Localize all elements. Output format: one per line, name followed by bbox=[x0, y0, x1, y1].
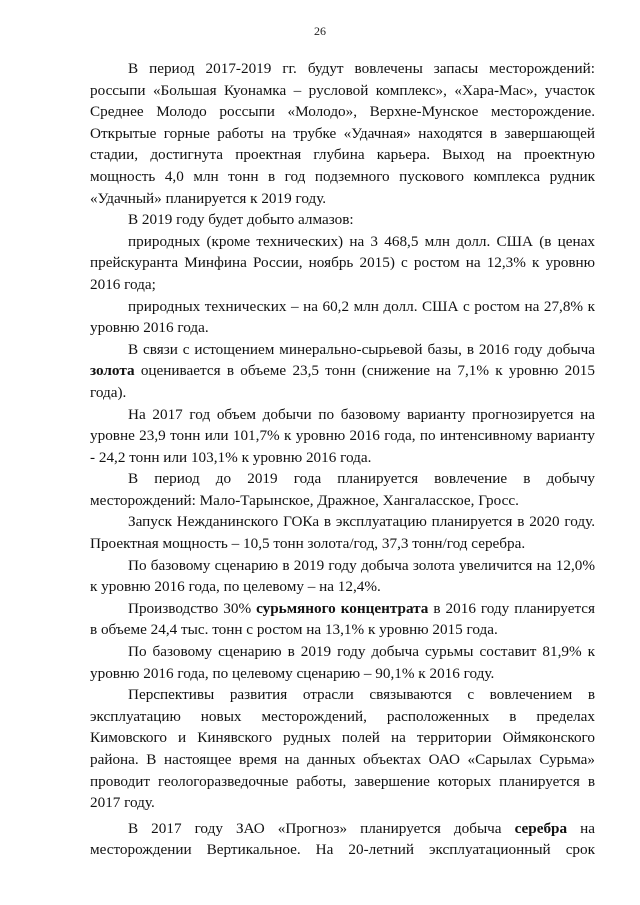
paragraph-1: В период 2017-2019 гг. будут вовлечены запасы месторождений: россыпи «Большая Куонамка – русловой комплекс», «Хара-Мас», участок Среднее Молодо россыпи «Молодо», Верхне-Мунское месторождение. Открытые горные работы на трубке «Удачная» находятся в завершающей стадии, достигнута проектная глубина карьера. Выход на проектную мощность 4,0 млн тонн в год подземного пускового комплекса рудник «Удачный» планируется к 2019 году. bbox=[90, 60, 595, 207]
paragraph-8: Запуск Нежданинского ГОКа в эксплуатацию планируется в 2020 году. Проектная мощность – 10,5 тонн золота/год, 37,3 тонн/год серебра. bbox=[90, 513, 595, 553]
paragraph-5: В связи с истощением минерально-сырьевой базы, в 2016 году добыча золота оценивается в объеме 23,5 тонн (снижение на 7,1% к уровню 2015 года). bbox=[90, 340, 595, 401]
paragraph-4: природных технических – на 60,2 млн долл. США с ростом на 27,8% к уровню 2016 года. bbox=[90, 297, 595, 337]
paragraph-9: По базовому сценарию в 2019 году добыча золота увеличится на 12,0% к уровню 2016 года, по целевому – на 12,4%. bbox=[90, 556, 595, 596]
paragraph-6: На 2017 год объем добычи по базовому варианту прогнозируется на уровне 23,9 тонн или 101,7% к уровню 2016 года, по интенсивному варианту - 24,2 тонн или 103,1% к уровню 2016 года. bbox=[90, 405, 595, 466]
paragraph-2: В 2019 году будет добыто алмазов: bbox=[128, 211, 354, 229]
paragraph-7: В период до 2019 года планируется вовлечение в добычу месторождений: Мало-Тарынское, Дражное, Хангаласское, Гросс. bbox=[90, 470, 595, 509]
paragraph-10: Производство 30% сурьмяного концентрата в 2016 году планируется в объеме 24,4 тыс. тонн с ростом на 13,1% к уровню 2015 года. bbox=[90, 599, 595, 639]
body-text bbox=[90, 58, 595, 861]
paragraph-11: По базовому сценарию в 2019 году добыча сурьмы составит 81,9% к уровню 2016 года, по целевому сценарию – 90,1% к 2016 году. bbox=[90, 643, 595, 682]
paragraph-12: Перспективы развития отрасли связываются с вовлечением в эксплуатацию новых месторождений, расположенных в пределах Кимовского и Кинявского рудных полей на территории Оймяконского района. В настоящее время на данных объектах ОАО «Сарылах Сурьма» проводит геологоразведочные работы, завершение которых планируется в 2017 году. bbox=[90, 686, 595, 812]
bold-term-silver: серебра bbox=[514, 819, 568, 837]
bold-term-gold: золота bbox=[90, 362, 135, 380]
paragraph-3: природных (кроме технических) на 3 468,5 млн долл. США (в ценах прейскуранта Минфина России, ноябрь 2015) с ростом на 12,3% к уровню 2016 года; bbox=[90, 232, 595, 293]
bold-term-antimony-concentrate: сурьмяного концентрата bbox=[256, 599, 429, 617]
paragraph-13: В 2017 году ЗАО «Прогноз» планируется добыча серебра на месторождении Вертикальное. На 20-летний эксплуатационный срок bbox=[90, 819, 595, 859]
page-number: 26 bbox=[314, 24, 326, 38]
